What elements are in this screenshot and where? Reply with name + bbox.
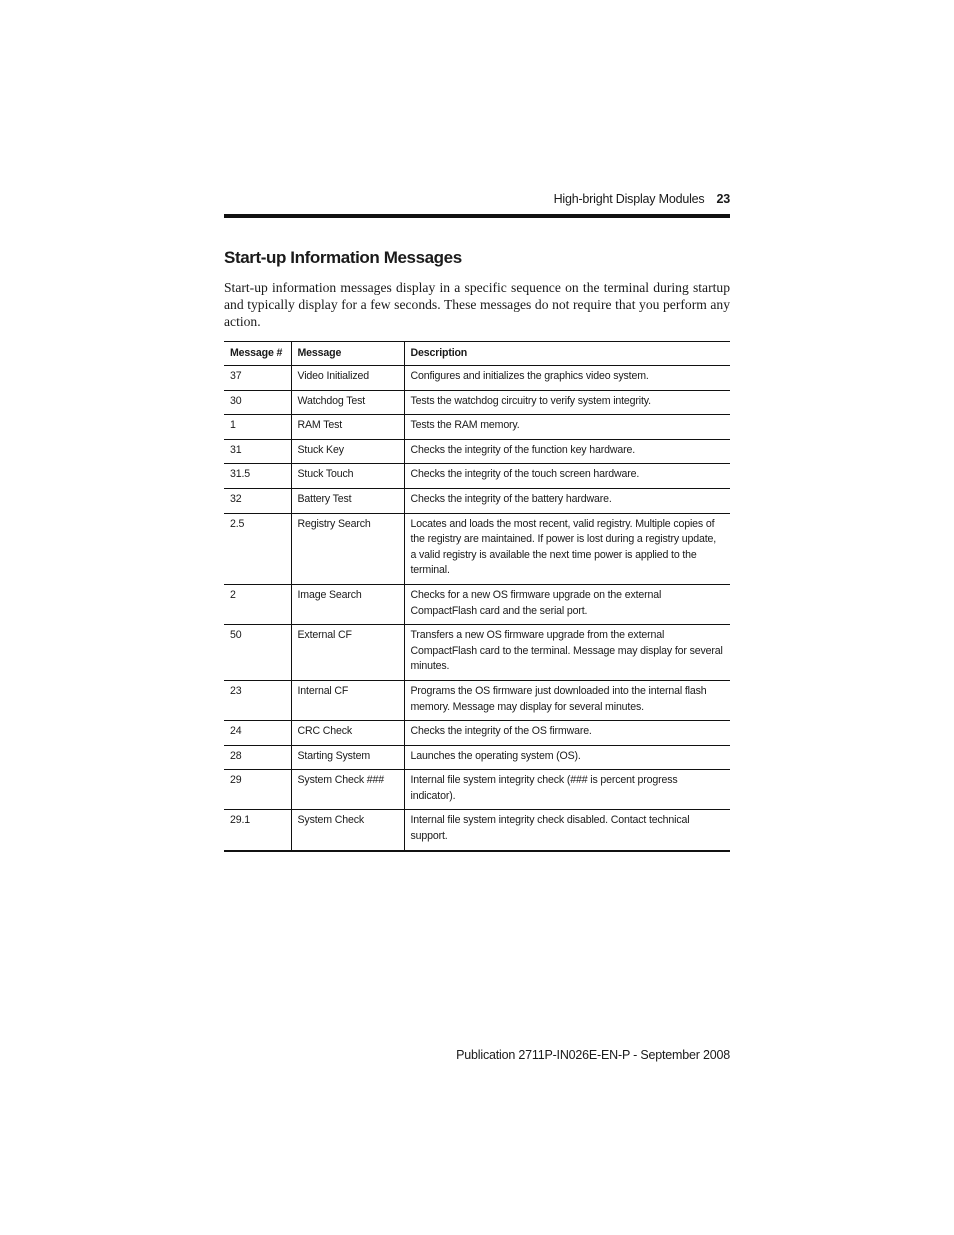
- message-number-cell: 2: [224, 584, 291, 624]
- intro-paragraph: Start-up information messages display in a specific sequence on the terminal during startup and typically display for a few seconds. These messages do not require that you perform any action.: [224, 280, 730, 329]
- message-number-cell: 30: [224, 390, 291, 415]
- message-cell: RAM Test: [291, 415, 404, 440]
- description-cell: Tests the watchdog circuitry to verify system integrity.: [404, 390, 730, 415]
- description-cell: Launches the operating system (OS).: [404, 745, 730, 770]
- table-row: [224, 464, 730, 489]
- message-number-cell: 50: [224, 625, 291, 681]
- description-cell: Transfers a new OS firmware upgrade from the external CompactFlash card to the terminal. Message may display for several minutes.: [404, 625, 730, 681]
- publication-footer: Publication 2711P-IN026E-EN-P - September 2008: [456, 1048, 730, 1062]
- description-cell: Checks the integrity of the battery hardware.: [404, 488, 730, 513]
- message-cell: Watchdog Test: [291, 390, 404, 415]
- running-header: [554, 192, 730, 206]
- description-cell: Internal file system integrity check (### is percent progress indicator).: [404, 770, 730, 810]
- message-cell: Stuck Key: [291, 439, 404, 464]
- table-row: [224, 439, 730, 464]
- section-title: Start-up Information Messages: [224, 248, 462, 267]
- description-cell: Checks for a new OS firmware upgrade on the external CompactFlash card and the serial port.: [404, 584, 730, 624]
- message-cell: CRC Check: [291, 721, 404, 746]
- message-number-cell: 23: [224, 680, 291, 720]
- message-cell: System Check: [291, 810, 404, 851]
- page-number: 23: [716, 192, 730, 206]
- message-cell: Internal CF: [291, 680, 404, 720]
- message-cell: Image Search: [291, 584, 404, 624]
- table-row: [224, 366, 730, 391]
- table-row: [224, 513, 730, 584]
- table-row: [224, 488, 730, 513]
- table-row: [224, 745, 730, 770]
- message-number-cell: 37: [224, 366, 291, 391]
- message-number-cell: 2.5: [224, 513, 291, 584]
- message-cell: Registry Search: [291, 513, 404, 584]
- description-cell: Checks the integrity of the function key hardware.: [404, 439, 730, 464]
- message-cell: External CF: [291, 625, 404, 681]
- description-cell: Tests the RAM memory.: [404, 415, 730, 440]
- message-number-cell: 29.1: [230, 814, 251, 827]
- message-number-cell: 28: [224, 745, 291, 770]
- description-cell: Locates and loads the most recent, valid registry. Multiple copies of the registry are maintained. If power is lost during a registry update, a valid registry is available the next time power is applied to the terminal.: [404, 513, 730, 584]
- description-cell: Programs the OS firmware just downloaded into the internal flash memory. Message may display for several minutes.: [404, 680, 730, 720]
- header-rule: [224, 214, 730, 218]
- column-header-description: Description: [404, 342, 730, 366]
- startup-messages-table: [224, 341, 730, 852]
- table-row: [224, 390, 730, 415]
- column-header-message-number: Message #: [224, 342, 291, 366]
- message-number-cell: 24: [224, 721, 291, 746]
- column-header-message: Message: [291, 342, 404, 366]
- message-cell: Starting System: [291, 745, 404, 770]
- table-header-row: [224, 342, 730, 366]
- message-cell: Battery Test: [291, 488, 404, 513]
- message-number-cell: 1: [224, 415, 291, 440]
- message-number-cell: 32: [224, 488, 291, 513]
- running-title: High-bright Display Modules: [553, 192, 705, 206]
- message-number-cell: 31.5: [224, 464, 291, 489]
- description-cell: Checks the integrity of the OS firmware.: [404, 721, 730, 746]
- description-cell: Checks the integrity of the touch screen hardware.: [404, 464, 730, 489]
- table-row: [224, 680, 730, 720]
- message-number-cell: 31: [224, 439, 291, 464]
- message-cell: Video Initialized: [291, 366, 404, 391]
- table-row: [224, 721, 730, 746]
- table-row: [224, 810, 730, 851]
- table-row: [224, 584, 730, 624]
- table-row: [224, 625, 730, 681]
- description-cell: Configures and initializes the graphics video system.: [404, 366, 730, 391]
- table-row: [224, 415, 730, 440]
- message-number-cell: 29: [224, 770, 291, 810]
- description-cell: Internal file system integrity check disabled. Contact technical support.: [404, 810, 730, 851]
- message-cell: Stuck Touch: [291, 464, 404, 489]
- table-row: [224, 770, 730, 810]
- message-cell: System Check ###: [291, 770, 404, 810]
